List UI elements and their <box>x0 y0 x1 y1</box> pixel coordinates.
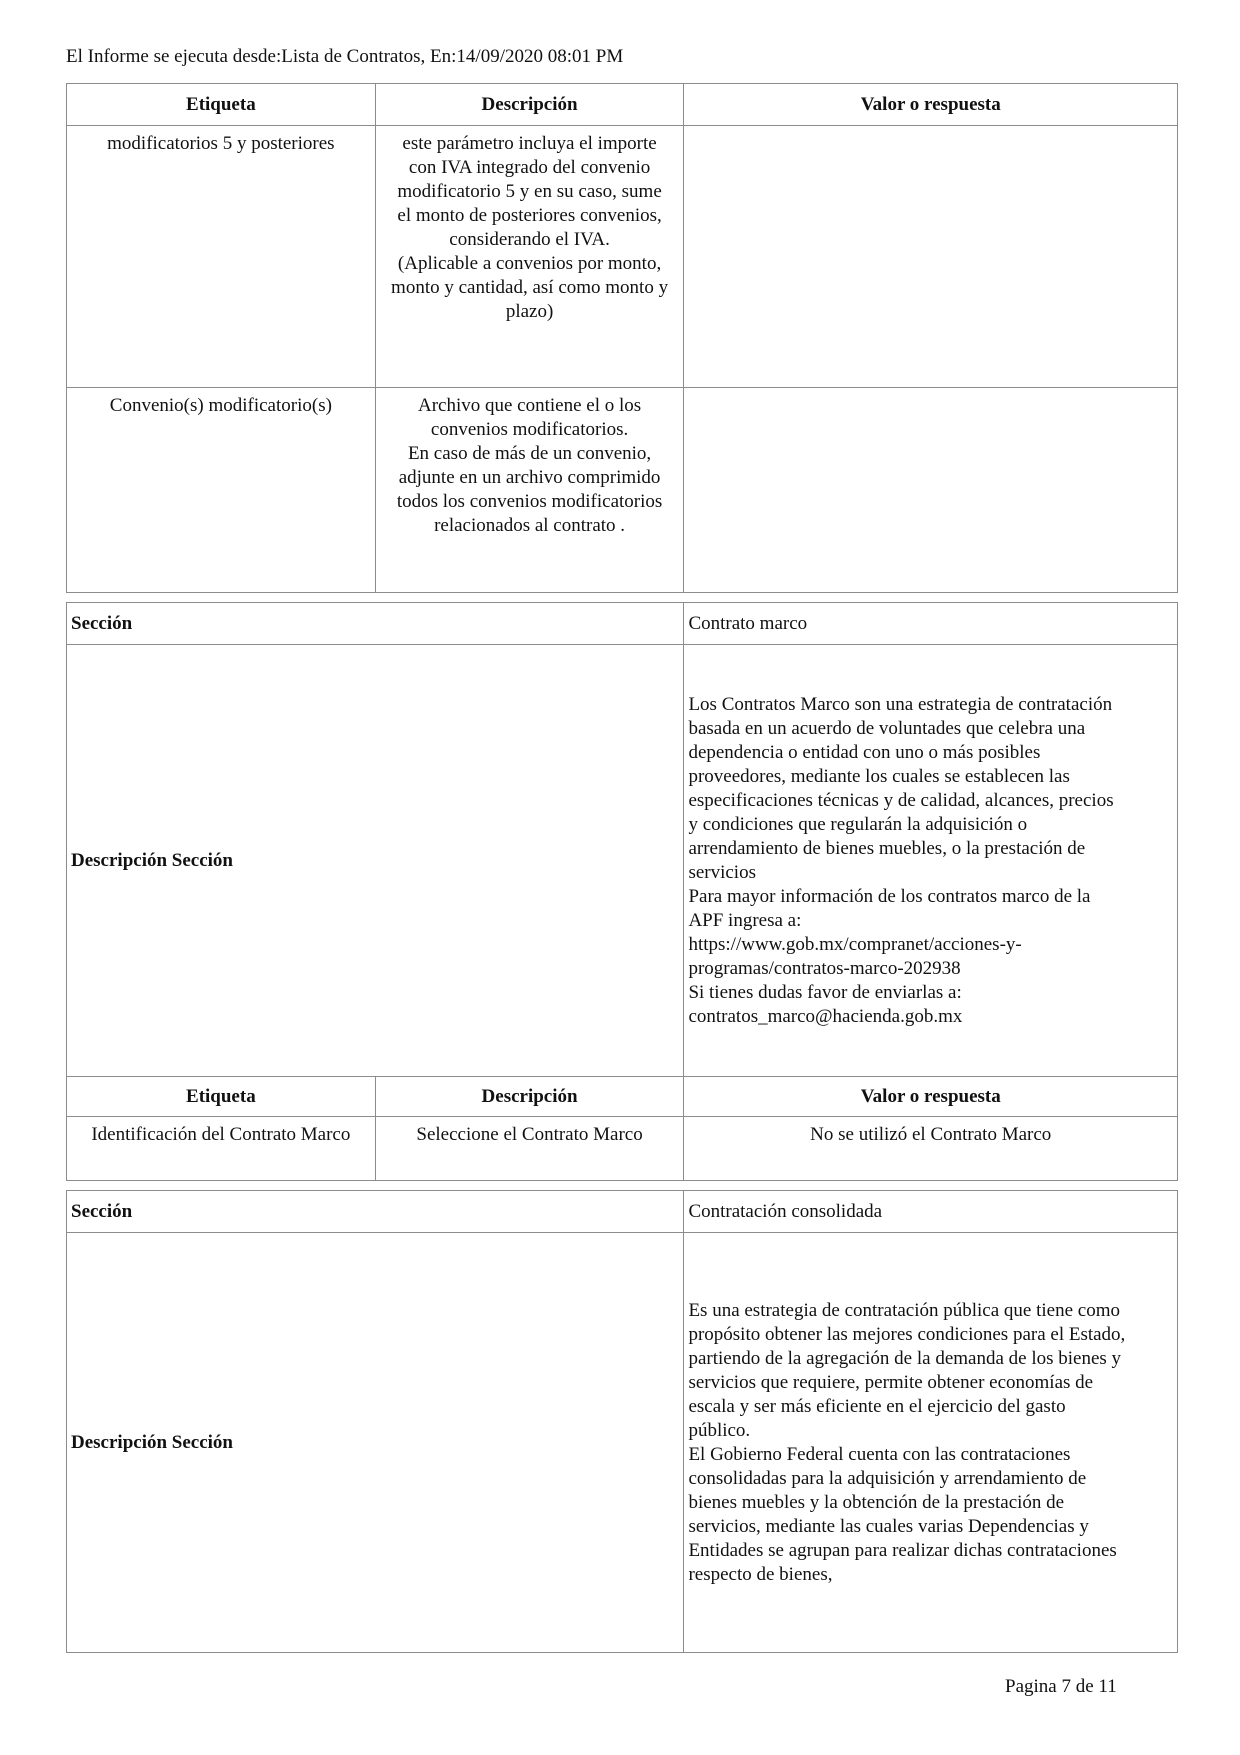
section-description-text: Es una estrategia de contratación pública que tiene como propósito obtener las mejores condiciones para el Estado, partiendo de la agregación de la demanda de los bienes y servicios que requiere, permite obtener economías de escala y ser más eficiente en el ejercicio del gasto público. El Gobierno Federal cuenta con las contrataciones consolidadas para la adquisición y arrendamiento de bienes muebles y la obtención de la prestación de servicios, mediante las cuales varias Dependencias y Entidades se agrupan para realizar dichas contrataciones respecto de bienes, <box>684 1233 1178 1653</box>
row-value <box>684 388 1178 593</box>
report-header: El Informe se ejecuta desde:Lista de Contratos, En:14/09/2020 08:01 PM <box>66 46 624 67</box>
section-row <box>67 1191 1178 1233</box>
table-row <box>67 1117 1178 1181</box>
row-value: No se utilizó el Contrato Marco <box>684 1117 1178 1181</box>
table-header-row <box>67 84 1178 126</box>
section-row <box>67 603 1178 645</box>
row-description: este parámetro incluya el importe con IVA integrado del convenio modificatorio 5 y en su caso, sume el monto de posteriores convenios, considerando el IVA. (Aplicable a convenios por monto, monto y cantidad, así como monto y plazo) <box>375 126 684 388</box>
section-description-label: Descripción Sección <box>67 1233 684 1653</box>
row-description: Seleccione el Contrato Marco <box>375 1117 684 1181</box>
row-value <box>684 126 1178 388</box>
section-value: Contratación consolidada <box>684 1191 1178 1233</box>
row-label: Identificación del Contrato Marco <box>67 1117 376 1181</box>
page-number: Pagina 7 de 11 <box>1005 1676 1117 1697</box>
section-contratacion-consolidada <box>66 1190 1178 1653</box>
section-label: Sección <box>67 603 684 645</box>
column-header-description: Descripción <box>375 84 684 126</box>
column-header-value: Valor o respuesta <box>684 1077 1178 1117</box>
column-header-value: Valor o respuesta <box>684 84 1178 126</box>
row-label: modificatorios 5 y posteriores <box>67 126 376 388</box>
parameters-table-1 <box>66 83 1178 593</box>
section-value: Contrato marco <box>684 603 1178 645</box>
section-description-text: Los Contratos Marco son una estrategia de contratación basada en un acuerdo de voluntades que celebra una dependencia o entidad con uno o más posibles proveedores, mediante los cuales se establecen las especificaciones técnicas y de calidad, alcances, precios y condiciones que regularán la adquisición o arrendamiento de bienes muebles, o la prestación de servicios Para mayor información de los contratos marco de la APF ingresa a: https://www.gob.mx/compranet/acciones-y- programas/contratos-marco-202938 Si tienes dudas favor de enviarlas a: contratos_marco@hacienda.gob.mx <box>684 645 1178 1077</box>
section-label: Sección <box>67 1191 684 1233</box>
column-header-label: Etiqueta <box>67 84 376 126</box>
table-header-row <box>67 1077 1178 1117</box>
section-description-label: Descripción Sección <box>67 645 684 1077</box>
section-description-row <box>67 1233 1178 1653</box>
section-contrato-marco <box>66 602 1178 1181</box>
column-header-description: Descripción <box>375 1077 684 1117</box>
section-description-row <box>67 645 1178 1077</box>
row-label: Convenio(s) modificatorio(s) <box>67 388 376 593</box>
row-description: Archivo que contiene el o los convenios modificatorios. En caso de más de un convenio, adjunte en un archivo comprimido todos los convenios modificatorios relacionados al contrato . <box>375 388 684 593</box>
column-header-label: Etiqueta <box>67 1077 376 1117</box>
table-row <box>67 388 1178 593</box>
table-row <box>67 126 1178 388</box>
